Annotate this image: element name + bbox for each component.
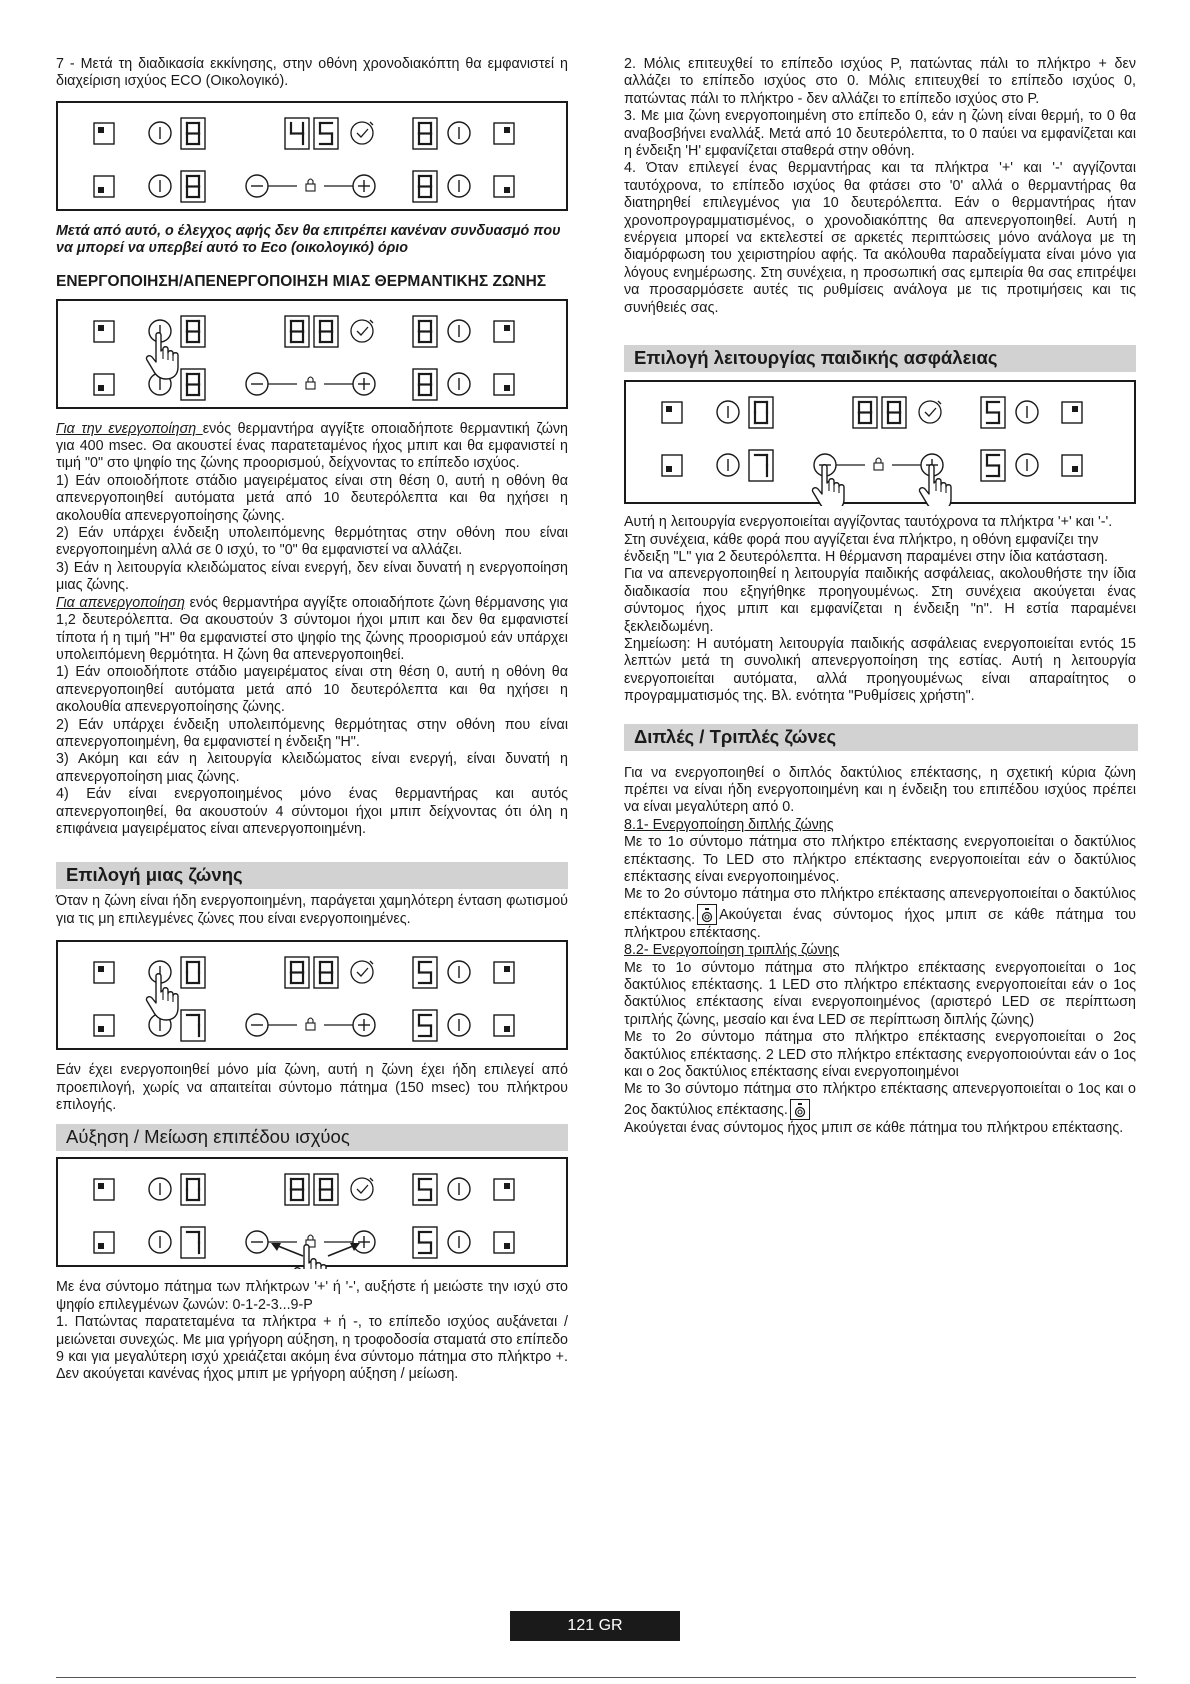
child-4: Σημείωση: Η αυτόματη λειτουργία παιδικής ασφάλειας ενεργοποιείται εντός 15 λεπτών μετά τη συνολική απενεργοποίηση της εστίας. Αυτή η λειτουργία ενεργοποιείται αυτόματα, αλλά προηγουμένως είναι απαραίτητος ο προγραμματισμός της. Βλ. ενότητα "Ρυθμίσεις χρήστη". (624, 635, 1136, 705)
power-text: Με ένα σύντομο πάτημα των πλήκτρων '+' ή '-', αυξήστε ή μειώστε την ισχύ στο ψηφίο επιλεγμένων ζωνών: 0-1-2-3...9-P (56, 1279, 568, 1313)
deact-2: 2) Εάν υπάρχει ένδειξη υπολειπόμενης θερμότητας στην οθόνη που είναι απενεργοποιημένη, θα εμφανιστεί η ένδειξη "H". (56, 716, 568, 750)
intro-paragraph: 7 - Μετά τη διαδικασία εκκίνησης, στην οθόνη χρονοδιακόπτη θα εμφανιστεί η διαχείριση ισχύος ECO (Οικολογικό). (56, 56, 568, 90)
act-3: 3) Εάν η λειτουργία κλειδώματος είναι ενεργή, δεν είναι δυνατή η ενεργοποίηση μιας ζώνης. (56, 559, 568, 594)
digit-display (181, 1174, 205, 1205)
arrow-left-icon (271, 1243, 303, 1256)
digit-display (181, 957, 205, 988)
act-1: 1) Εάν οποιοδήποτε στάδιο μαγειρέματος είναι στη θέση 0, αυτή η οθόνη θα απενεργοποιηθεί αυτόματα μετά από 10 δευτερόλεπτα και θα ηχήσει η ακολουθία απενεργοποίησης ζώνης. (56, 472, 568, 524)
power-slider (246, 373, 375, 395)
expansion-key-icon-2 (790, 1099, 810, 1120)
digit-display (749, 397, 773, 428)
control-panel-select (56, 940, 568, 1050)
triple-3a: Με το 3ο σύντομο πάτημα στο πλήκτρο επέκτασης απενεργοποιείται ο (624, 1081, 1074, 1098)
digit-display (413, 316, 437, 347)
double-1: Με το 1ο σύντομο πάτημα στο πλήκτρο επέκτασης ενεργοποιείται ο δακτύλιος επέκτασης. Το LED στο πλήκτρο επέκτασης ενεργοποιείται εάν ο δακτύλιος επέκτασης είναι ενεργοποιημένος. (624, 834, 1136, 885)
zone-select-icon (494, 1232, 514, 1253)
bottom-rule (56, 1677, 1136, 1678)
digit-display (413, 957, 437, 988)
power-slider (814, 454, 943, 476)
power-key-icon (448, 373, 470, 395)
zone-select-icon (94, 962, 114, 983)
double-heading: 8.1- Ενεργοποίηση διπλής ζώνης (624, 816, 834, 833)
heading-child-lock: Επιλογή λειτουργίας παιδικής ασφάλειας (624, 345, 1136, 372)
digit-display (314, 316, 338, 347)
double-intro: Για να ενεργοποιηθεί ο διπλός δακτύλιος επέκτασης, η σχετική κύρια ζώνη πρέπει να είναι ήδη ενεργοποιημένη και η ένδειξη του επιπέδου ισχύος πρέπει να είναι μεγαλύτερη από 0. (624, 764, 1136, 816)
zone-select-icon (94, 123, 114, 144)
power-key-icon (448, 1014, 470, 1036)
power-key-icon (149, 1231, 171, 1253)
page-number: 121 GR (510, 1611, 680, 1641)
zone-select-icon (94, 374, 114, 395)
power-slider (246, 175, 375, 197)
power-key-icon (1016, 401, 1038, 423)
pointing-hand-icon (812, 465, 844, 506)
power-slider (246, 1231, 375, 1253)
triple-2: Με το 2ο σύντομο πάτημα στο πλήκτρο επέκτασης ενεργοποιείται ο 2ος δακτύλιος επέκτασης. 2 LED στο πλήκτρο επέκτασης ενεργοποιούνται εάν ο 1ος και ο 2ος δακτύλιος επέκτασης είναι ενεργοποιημένοι (624, 1029, 1136, 1081)
digit-display (853, 397, 877, 428)
timer-icon (919, 401, 941, 423)
timer-icon (351, 320, 373, 342)
digit-display (413, 1010, 437, 1041)
zone-select-icon (94, 1232, 114, 1253)
eco-note: Μετά από αυτό, ο έλεγχος αφής δεν θα επιτρέπει κανέναν συνδυασμό που να μπορεί να υπερβεί αυτό το Eco (οικολογικό) όριο (56, 222, 561, 257)
digit-display (181, 369, 205, 400)
digit-display (181, 1227, 205, 1258)
zone-select-icon (1062, 402, 1082, 423)
control-panel-power (56, 1157, 568, 1267)
power-key-icon (448, 1231, 470, 1253)
double-2b: Ακούγεται ένας σύντομος ήχος μπιπ σε κάθε πάτημα του πλήκτρου επέκτασης. (624, 906, 1136, 941)
digit-display (749, 450, 773, 481)
digit-display (314, 957, 338, 988)
pointing-hand-icon (146, 332, 178, 378)
timer-icon (351, 122, 373, 144)
power-2: 2. Μόλις επιτευχθεί το επίπεδο ισχύος P, πατώντας πάλι το πλήκτρο + δεν αλλάζει το επίπεδο ισχύος στο 0. Μόλις επιτευχθεί το επίπεδο ισχύος 0, πατώντας πάλι το πλήκτρο - δεν αλλάζει το επίπεδο ισχύος στο P. (624, 56, 1136, 107)
zone-select-icon (94, 321, 114, 342)
deact-1: 1) Εάν οποιοδήποτε στάδιο μαγειρέματος είναι στη θέση 0, αυτή η οθόνη θα απενεργοποιηθεί αυτόματα μετά από 10 δευτερόλεπτα και θα ηχήσει η ακολουθία απενεργοποίησης ζώνης. (56, 664, 568, 716)
triple-heading: 8.2- Ενεργοποίηση τριπλής ζώνης (624, 942, 840, 959)
power-slider (246, 1014, 375, 1036)
digit-display (882, 397, 906, 428)
zone-select-icon (94, 1015, 114, 1036)
zone-select-icon (494, 123, 514, 144)
deact-4: 4) Εάν είναι ενεργοποιημένος μόνο ένας θερμαντήρας και αυτός απενεργοποιηθεί, θα ακουστούν 4 σύντομοι ήχοι μπιπ δείχνοντας ότι όλη η επιφάνεια μαγειρέματος είναι απενεργοποιημένη. (56, 786, 568, 837)
power-4: 4. Όταν επιλεγεί ένας θερμαντήρας και τα πλήκτρα '+' και '-' αγγίζονται ταυτόχρονα, το επίπεδο ισχύος θα φτάσει στο '0' αλλά ο θερμαντήρας θα διατηρηθεί επιλεγμένος για 10 δευτερόλεπτα. Εάν ο θερμαντήρας ήταν χρονοπρογραμματισμένος, ο χρονοδιακόπτης θα απενεργοποιηθεί. Αυτή η ενέργεια μπορεί να εκτελεστεί σε αρκετές περιπτώσεις μόνο ανάλογα με τη διαμόρφωση του χειριστηρίου αφής. Τα ακόλουθα παραδείγματα είναι μόνο για λόγους ενημέρωσης. Στη συνέχεια, η προσωπική σας εμπειρία θα σας επιτρέψει να προσαρμόσετε αυτές τις ρυθμίσεις ανάλογα με τις προτιμήσεις και τις συνήθειές σας. (624, 160, 1136, 316)
deactivate-link: Για απενεργοποίηση (56, 594, 185, 611)
digit-display (285, 957, 309, 988)
power-key-icon (448, 320, 470, 342)
zone-select-icon (94, 1179, 114, 1200)
power-key-icon (448, 1178, 470, 1200)
zone-select-icon (494, 1179, 514, 1200)
activate-text: ενός θερμαντήρα αγγίξτε οποιαδήποτε θερμαντική ζώνη για 400 msec. Θα ακουστεί ένας παρατεταμένος ήχος μπιπ και θα εμφανιστεί η τιμή "0" στο ψηφίο της ζώνης προορισμού, δείχνοντας το επίπεδο ισχύος. (56, 420, 568, 472)
timer-icon (351, 1178, 373, 1200)
child-3: Για να απενεργοποιηθεί η λειτουργία παιδικής ασφάλειας, ακολουθήστε την ίδια διαδικασία που εξηγήθηκε προηγουμένως. Στη συνέχεια ακούγεται ένας σύντομος ήχος μπιπ και εμφανίζεται η ένδειξη "n". Η εστία παραμένει ξεκλειδωμένη. (624, 566, 1136, 635)
digit-display (285, 316, 309, 347)
digit-display (181, 171, 205, 202)
activate-link: Για την ενεργοποίηση (56, 420, 203, 437)
digit-display (981, 397, 1005, 428)
triple-3c: Ακούγεται ένας σύντομος ήχος μπιπ σε κάθε πάτημα του πλήκτρου επέκτασης. (624, 1119, 1124, 1136)
power-3: 3. Με μια ζώνη ενεργοποιημένη στο επίπεδο 0, εάν η ζώνη είναι θερμή, το 0 θα αναβοσβήνει εναλλάξ. Μετά από 10 δευτερόλεπτα, το 0 παύει να εμφανίζεται και η ένδειξη 'H' εμφανίζεται σταθερά στην οθόνη. (624, 108, 1136, 160)
deact-3: 3) Ακόμη και εάν η λειτουργία κλειδώματος είναι ενεργή, είναι δυνατή η απενεργοποίηση μιας ζώνης. (56, 751, 568, 785)
double-2a: Με το 2ο σύντομο πάτημα στο πλήκτρο επέκτασης απενεργοποιείται ο δακτύλιος επέκτασης. (624, 886, 1136, 923)
power-1: 1. Πατώντας παρατεταμένα τα πλήκτρα + ή -, το επίπεδο ισχύος αυξάνεται / μειώνεται συνεχώς. Με μια γρήγορη αύξηση, η τροφοδοσία σταματά στο επίπεδο 9 και για μεγαλύτερη ισχύ χρειάζεται ακόμη ένα σύντομο πάτημα στο πλήκτρο +. Δεν ακούγεται κανένας ήχος μπιπ με γρήγορη αύξηση / μείωση. (56, 1314, 568, 1383)
digit-display (413, 171, 437, 202)
zone-select-icon (494, 1015, 514, 1036)
timer-icon (351, 961, 373, 983)
double-2 (624, 886, 1136, 942)
zone-select-icon (494, 321, 514, 342)
pointing-hand-icon (919, 465, 951, 506)
zone-select-icon (494, 176, 514, 197)
zone-select-icon (662, 455, 682, 476)
deactivate-paragraph (56, 595, 568, 665)
digit-display (413, 1174, 437, 1205)
zone-select-icon (94, 176, 114, 197)
left-column (56, 56, 568, 1384)
pointing-hand-icon (146, 974, 178, 1020)
activate-paragraph (56, 421, 568, 473)
digit-display (413, 1227, 437, 1258)
zone-select-icon (662, 402, 682, 423)
digit-display (413, 118, 437, 149)
digit-display (413, 369, 437, 400)
power-key-icon (448, 175, 470, 197)
power-key-icon (448, 961, 470, 983)
triple-3 (624, 1081, 1136, 1119)
power-key-icon (149, 175, 171, 197)
digit-display (314, 1174, 338, 1205)
select-text-2: Εάν έχει ενεργοποιηθεί μόνο μία ζώνη, αυτή η ζώνη έχει ήδη επιλεγεί από προεπιλογή, χωρίς να απαιτείται σύντομο πάτημα (150 msec) του πλήκτρου επιλογής. (56, 1062, 568, 1113)
digit-display (981, 450, 1005, 481)
power-key-icon (149, 1178, 171, 1200)
power-key-icon (1016, 454, 1038, 476)
control-panel-eco (56, 101, 568, 211)
expansion-key-icon (697, 904, 717, 925)
child-1: Αυτή η λειτουργία ενεργοποιείται αγγίζοντας ταυτόχρονα τα πλήκτρα '+' και '-'. (624, 514, 1113, 531)
zone-select-icon (1062, 455, 1082, 476)
control-panel-onoff (56, 299, 568, 409)
child-2: Στη συνέχεια, κάθε φορά που αγγίζεται ένα πλήκτρο, η οθόνη εμφανίζει την ένδειξη "L" για 2 δευτερόλεπτα. Η θέρμανση παραμένει στην ίδια κατάσταση. (624, 531, 1109, 565)
digit-display (314, 118, 338, 149)
act-2: 2) Εάν υπάρχει ένδειξη υπολειπόμενης θερμότητας στην οθόνη που είναι ενεργοποιημένη αλλά σε 0 ισχύ, το "0" θα εμφανιστεί να αλλάζει. (56, 525, 568, 559)
zone-select-icon (494, 962, 514, 983)
select-text: Όταν η ζώνη είναι ήδη ενεργοποιημένη, παράγεται χαμηλότερη ένταση φωτισμού για τις μη επιλεγμένες ζώνες που είναι ενεργοποιημένες. (56, 893, 568, 927)
digit-display (181, 316, 205, 347)
pointing-hand-icon (294, 1245, 326, 1269)
digit-display (285, 118, 309, 149)
triple-1: Με το 1ο σύντομο πάτημα στο πλήκτρο επέκτασης ενεργοποιείται ο 1ος δακτύλιος επέκτασης. 1 LED στο πλήκτρο επέκτασης ενεργοποιείται εάν ο 1ος δακτύλιος επέκτασης είναι ενεργοποιημένος (αριστερό LED σε περίπτωση τριπλής ζώνης, μεσαίο και ένα LED σε περίπτωση διπλής ζώνης) (624, 959, 1136, 1028)
deactivate-text: ενός θερμαντήρα αγγίξτε οποιαδήποτε ζώνη θέρμανσης για 1,2 δευτερόλεπτα. Θα ακουστούν 3 σύντομοι ήχοι μπιπ και δεν θα εμφανιστεί τίποτα ή η τιμή "H" θα εμφανιστεί στο ψηφίο της ζώνης προορισμού εάν υπάρχει υπολειπόμενη θερμότητα. Η ζώνη θα απενεργοποιηθεί. (56, 594, 568, 663)
triple-3b: 1ος και ο 2ος δακτύλιος επέκτασης. (624, 1081, 1136, 1118)
zone-select-icon (494, 374, 514, 395)
power-key-icon (149, 122, 171, 144)
power-key-icon (717, 401, 739, 423)
heading-double-zones: Διπλές / Τριπλές ζώνες (624, 724, 1138, 751)
digit-display (181, 1010, 205, 1041)
digit-display (285, 1174, 309, 1205)
right-column (624, 56, 1136, 1137)
digit-display (181, 118, 205, 149)
heading-power: Αύξηση / Μείωση επιπέδου ισχύος (56, 1124, 568, 1151)
power-key-icon (717, 454, 739, 476)
control-panel-child-lock (624, 380, 1136, 504)
heading-onoff: ΕΝΕΡΓΟΠΟΙΗΣΗ/ΑΠΕΝΕΡΓΟΠΟΙΗΣΗ ΜΙΑΣ ΘΕΡΜΑΝΤΙΚΗΣ ΖΩΝΗΣ (56, 272, 547, 290)
power-key-icon (448, 122, 470, 144)
heading-select-zone: Επιλογή μιας ζώνης (56, 862, 568, 889)
